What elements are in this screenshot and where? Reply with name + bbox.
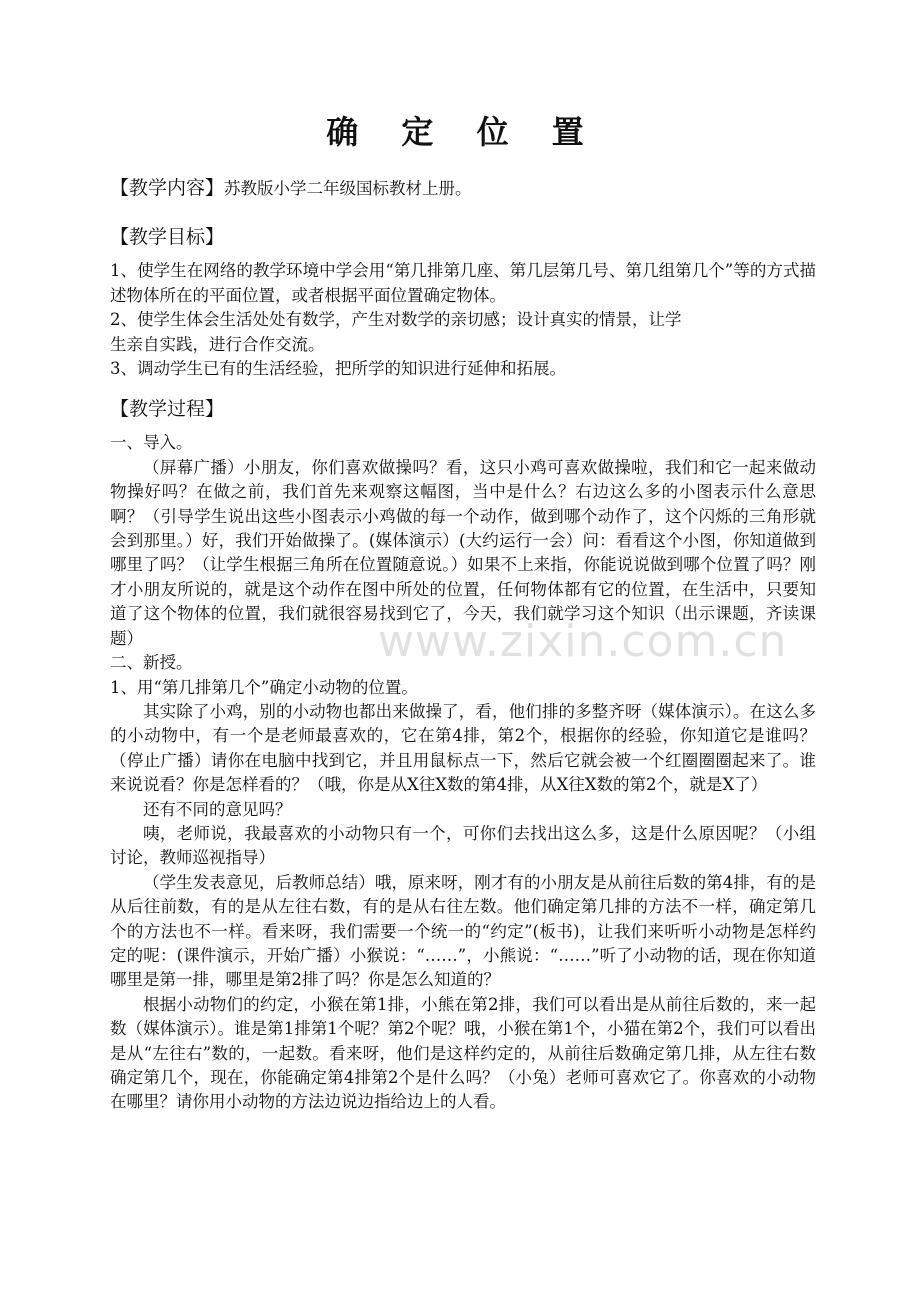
goals-heading: 【教学目标】 <box>110 226 225 249</box>
paragraph-summary: （学生发表意见，后教师总结）哦，原来呀，刚才有的小朋友是从前往后数的第4排，有的是从后往前数，有的是从左往右数，有的是从右往左数。他们确定第几排的方法不一样，确定第几个的方法也不一样。看来呀，我们需要一个统一的“约定”(板书)，让我们来听听小动物是怎样约定的呢：(课件演示，开始广播）小猴说：“……”，小熊说：“……”听了小动物的话，现在你知道哪里是第一排，哪里是第2排了吗？你是怎么知道的？ <box>110 872 816 990</box>
paragraph-animals: 其实除了小鸡，别的小动物也都出来做操了，看，他们排的多整齐呀（媒体演示）。在这么多的小动物中，有一个是老师最喜欢的，它在第4排，第2个，根据你的经验，你知道它是谁吗？（停止广播）请你在电脑中找到它，并且用鼠标点一下，然后它就会被一个红圈圈圈起来了。谁来说说看？你是怎样看的？（哦，你是从X往X数的第4排，从X往X数的第2个，就是X了） <box>110 701 816 795</box>
watermark-text: www.zixin.com.cn <box>378 616 788 667</box>
content-heading: 【教学内容】 <box>110 177 225 199</box>
section-intro: 一、导入。 <box>110 433 193 453</box>
content-text: 苏教版小学二年级国标教材上册。 <box>224 179 472 198</box>
goal-item-2-cont: 生亲自实践，进行合作交流。 <box>110 334 325 354</box>
paragraph-agreement: 根据小动物们的约定，小猴在第1排，小熊在第2排，我们可以看出是从前往后数的，来一起数（媒体演示）。谁是第1排第1个呢？第2个呢？哦，小猴在第1个，小猫在第2个，我们可以看出是从“左往右”数的，一起数。看来呀，他们是这样约定的，从前往后数确定第几排，从左往右数确定第几个，现在，你能确定第4排第2个是什么吗？（小兔）老师可喜欢它了。你喜欢的小动物在哪里？请你用小动物的方法边说边指给边上的人看。 <box>110 994 816 1112</box>
document-page <box>110 110 816 1115</box>
document-title: 确 定 位 置 <box>326 113 600 151</box>
section-new: 二、新授。 <box>110 653 193 673</box>
paragraph-other-opinion: 还有不同的意见吗？ <box>143 799 292 819</box>
paragraph-discussion: 咦，老师说，我最喜欢的小动物只有一个，可你们去找出这么多，这是什么原因呢？（小组讨论，教师巡视指导） <box>110 823 816 868</box>
process-heading: 【教学过程】 <box>110 398 225 421</box>
goal-item-2: 2、使学生体会生活处处有数学，产生对数学的亲切感；设计真实的情景，让学 <box>110 310 682 330</box>
subsection-1: 1、用“第几排第几个”确定小动物的位置。 <box>110 677 418 697</box>
goal-item-1: 1、使学生在网络的教学环境中学会用“第几排第几座、第几层第几号、第几组第几个”等的方式描述物体所在的平面位置，或者根据平面位置确定物体。 <box>110 261 816 305</box>
content-line <box>110 176 816 201</box>
goal-item-3: 3、调动学生已有的生活经验，把所学的知识进行延伸和拓展。 <box>110 359 566 379</box>
paragraph-intro: （屏幕广播）小朋友，你们喜欢做操吗？看，这只小鸡可喜欢做操啦，我们和它一起来做动物操好吗？在做之前，我们首先来观察这幅图，当中是什么？右边这么多的小图表示什么意思啊？（引导学生说出这些小图表示小鸡做的每一个动作，做到哪个动作了，这个闪烁的三角形就会到那里。）好，我们开始做操了。(媒体演示）(大约运行一会）问：看看这个小图，你知道做到哪里了吗？（让学生根据三角所在位置随意说。）如果不上来指，你能说说做到哪个位置了吗？刚才小朋友所说的，就是这个动作在图中所处的位置，任何物体都有它的位置，在生活中，只要知道了这个物体的位置，我们就很容易找到它了，今天，我们就学习这个知识（出示课题，齐读课题） <box>110 457 816 648</box>
